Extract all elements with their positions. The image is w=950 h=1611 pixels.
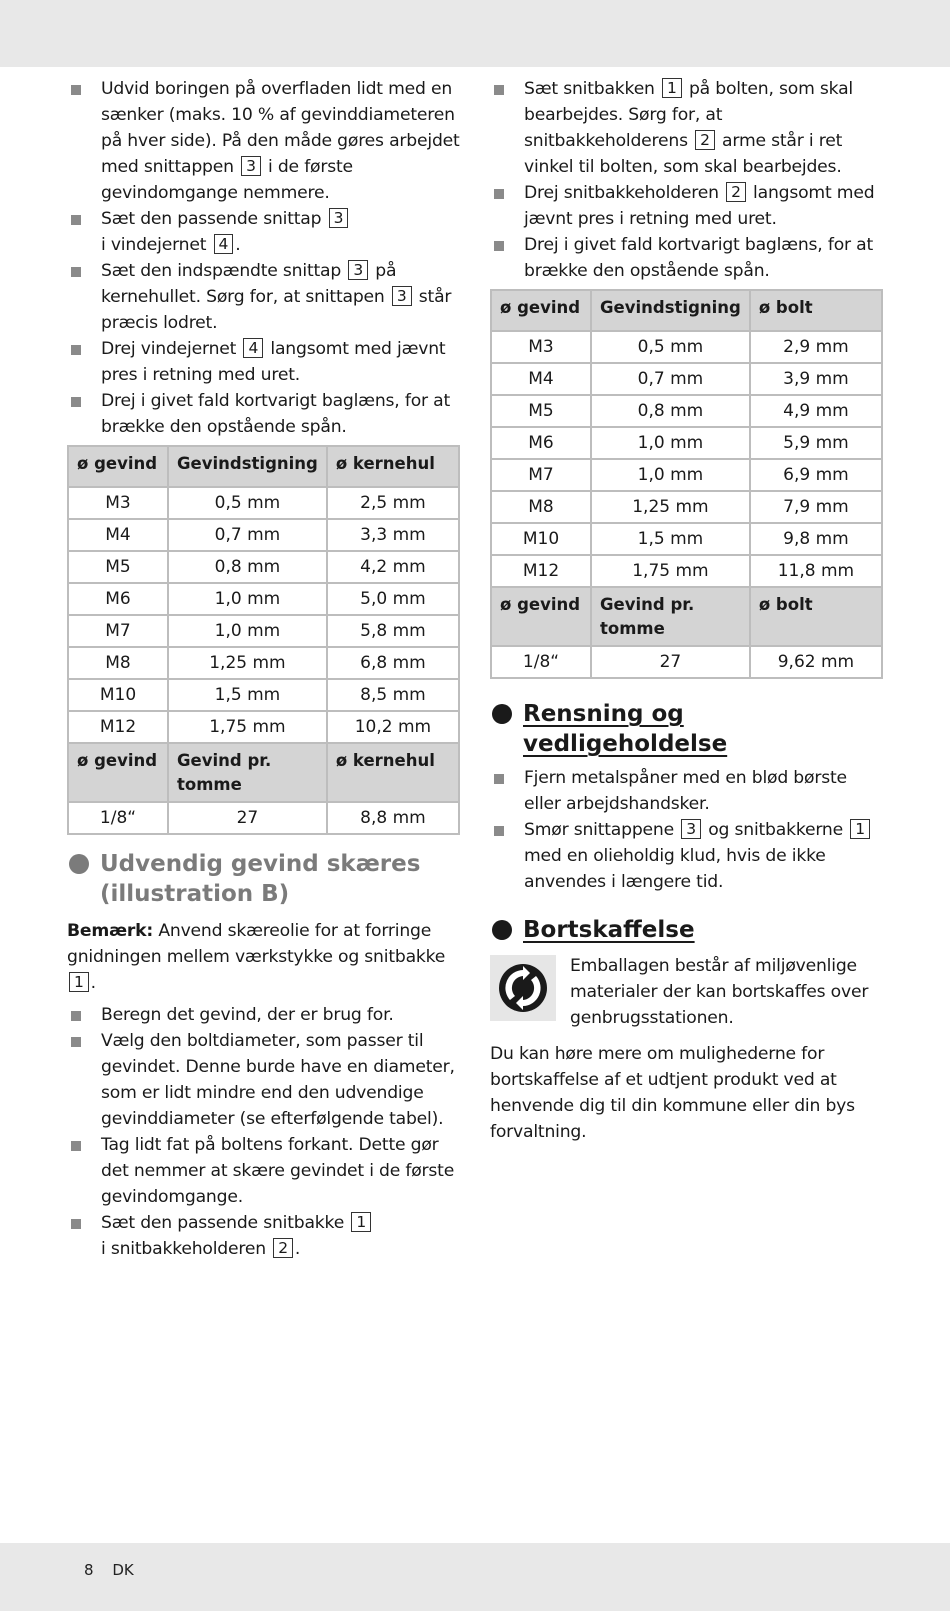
table-row: M7 1,0 mm 5,8 mm bbox=[68, 615, 459, 647]
column-header: ø kernehul bbox=[327, 743, 459, 802]
list-item: Sæt den passende snitbakke 1 i snitbakkeholderen 2 . bbox=[67, 1210, 462, 1262]
table-header-row bbox=[68, 446, 459, 487]
table-row: M7 1,0 mm 6,9 mm bbox=[491, 459, 882, 491]
reference-number: 1 bbox=[850, 819, 870, 839]
table-row: M6 1,0 mm 5,0 mm bbox=[68, 583, 459, 615]
table-row: M12 1,75 mm 11,8 mm bbox=[491, 555, 882, 587]
list-item: Udvid boringen på overfladen lidt med en sænker (maks. 10 % af gevinddiameteren på hver side). På den måde gøres arbejdet med snittappen 3 i de første gevindomgange nemmere. bbox=[67, 76, 462, 206]
disposal-paragraph: Du kan høre mere om mulighederne for bortskaffelse af et udtjent produkt ved at henvende dig til din kommune eller din bys forvaltning. bbox=[490, 1044, 855, 1142]
table-header-row bbox=[68, 743, 459, 802]
table-row: M8 1,25 mm 6,8 mm bbox=[68, 647, 459, 679]
table-row: 1/8“ 27 9,62 mm bbox=[491, 646, 882, 678]
right-column bbox=[490, 76, 885, 1145]
list-item: Smør snittappene 3 og snitbakkerne 1 med en olieholdig klud, hvis de ikke anvendes i længere tid. bbox=[490, 817, 885, 895]
tap-drill-table bbox=[67, 445, 460, 835]
reference-number: 3 bbox=[392, 286, 412, 306]
table-row: M5 0,8 mm 4,9 mm bbox=[491, 395, 882, 427]
section-heading-disposal: Bortskaffelse bbox=[490, 915, 885, 945]
list-item: Fjern metalspåner med en blød børste eller arbejdshandsker. bbox=[490, 765, 885, 817]
reference-number: 3 bbox=[241, 156, 261, 176]
table-row: M8 1,25 mm 7,9 mm bbox=[491, 491, 882, 523]
table-row: M4 0,7 mm 3,3 mm bbox=[68, 519, 459, 551]
column-header: Gevind pr. tomme bbox=[591, 587, 750, 646]
list-item: Drej i givet fald kortvarigt baglæns, for at brække den opstående spån. bbox=[67, 388, 462, 440]
die-steps-list bbox=[490, 76, 885, 284]
list-item: Sæt den passende snittap 3 i vindejernet 4 . bbox=[67, 206, 462, 258]
reference-number: 2 bbox=[273, 1238, 293, 1258]
list-item: Vælg den boltdiameter, som passer til gevindet. Denne burde have en diameter, som er lidt mindre end den udvendige gevinddiameter (se efterfølgende tabel). bbox=[67, 1028, 462, 1132]
section-heading-cleaning: Rensning og vedligeholdelse bbox=[490, 699, 885, 759]
green-dot-recycle-icon bbox=[490, 955, 556, 1021]
table-row: M3 0,5 mm 2,9 mm bbox=[491, 331, 882, 363]
reference-number: 3 bbox=[348, 260, 368, 280]
reference-number: 1 bbox=[351, 1212, 371, 1232]
column-header: Gevindstigning bbox=[591, 290, 750, 331]
bullet-dot-icon bbox=[492, 704, 512, 724]
left-column bbox=[67, 76, 462, 1262]
list-item: Drej i givet fald kortvarigt baglæns, for at brække den opstående spån. bbox=[490, 232, 885, 284]
page-header-bar bbox=[0, 0, 950, 67]
note-paragraph: Bemærk: Anvend skæreolie for at forringe gnidningen mellem værkstykke og snitbakke 1 . bbox=[67, 921, 446, 993]
list-item: Beregn det gevind, der er brug for. bbox=[67, 1002, 462, 1028]
reference-number: 1 bbox=[662, 78, 682, 98]
table-header-row bbox=[491, 290, 882, 331]
table-row: M10 1,5 mm 8,5 mm bbox=[68, 679, 459, 711]
list-item: Drej snitbakkeholderen 2 langsomt med jævnt pres i retning med uret. bbox=[490, 180, 885, 232]
reference-number: 2 bbox=[695, 130, 715, 150]
bullet-dot-icon bbox=[492, 920, 512, 940]
column-header: ø gevind bbox=[68, 446, 168, 487]
reference-number: 2 bbox=[726, 182, 746, 202]
column-header: Gevindstigning bbox=[168, 446, 327, 487]
intro-steps-list bbox=[67, 76, 462, 440]
recycling-note: Emballagen består af miljøvenlige materialer der kan bortskaffes over genbrugsstationen. bbox=[490, 953, 885, 1041]
column-header: ø bolt bbox=[750, 587, 882, 646]
column-header: ø gevind bbox=[68, 743, 168, 802]
page-footer bbox=[84, 1561, 148, 1579]
table-row: M12 1,75 mm 10,2 mm bbox=[68, 711, 459, 743]
external-thread-steps-list bbox=[67, 1002, 462, 1262]
table-row: M4 0,7 mm 3,9 mm bbox=[491, 363, 882, 395]
list-item: Sæt snitbakken 1 på bolten, som skal bearbejdes. Sørg for, at snitbakkeholderens 2 arme står i ret vinkel til bolten, som skal bearbejdes. bbox=[490, 76, 885, 180]
section-heading-external-thread: Udvendig gevind skæres (illustration B) bbox=[67, 849, 462, 909]
bullet-dot-icon bbox=[69, 854, 89, 874]
column-header: ø kernehul bbox=[327, 446, 459, 487]
table-header-row bbox=[491, 587, 882, 646]
list-item: Drej vindejernet 4 langsomt med jævnt pres i retning med uret. bbox=[67, 336, 462, 388]
reference-number: 3 bbox=[681, 819, 701, 839]
reference-number: 4 bbox=[214, 234, 234, 254]
column-header: Gevind pr. tomme bbox=[168, 743, 327, 802]
list-item: Sæt den indspændte snittap 3 på kernehullet. Sørg for, at snittapen 3 står præcis lodret. bbox=[67, 258, 462, 336]
reference-number: 3 bbox=[329, 208, 349, 228]
column-header: ø gevind bbox=[491, 587, 591, 646]
reference-number: 4 bbox=[243, 338, 263, 358]
column-header: ø bolt bbox=[750, 290, 882, 331]
table-row: 1/8“ 27 8,8 mm bbox=[68, 802, 459, 834]
reference-number: 1 bbox=[69, 972, 89, 992]
table-row: M6 1,0 mm 5,9 mm bbox=[491, 427, 882, 459]
language-code: DK bbox=[112, 1561, 134, 1579]
bolt-diameter-table bbox=[490, 289, 883, 679]
table-row: M10 1,5 mm 9,8 mm bbox=[491, 523, 882, 555]
page-number: 8 bbox=[84, 1561, 94, 1579]
list-item: Tag lidt fat på boltens forkant. Dette gør det nemmer at skære gevindet i de første gevindomgange. bbox=[67, 1132, 462, 1210]
table-row: M5 0,8 mm 4,2 mm bbox=[68, 551, 459, 583]
column-header: ø gevind bbox=[491, 290, 591, 331]
table-row: M3 0,5 mm 2,5 mm bbox=[68, 487, 459, 519]
cleaning-steps-list bbox=[490, 765, 885, 895]
